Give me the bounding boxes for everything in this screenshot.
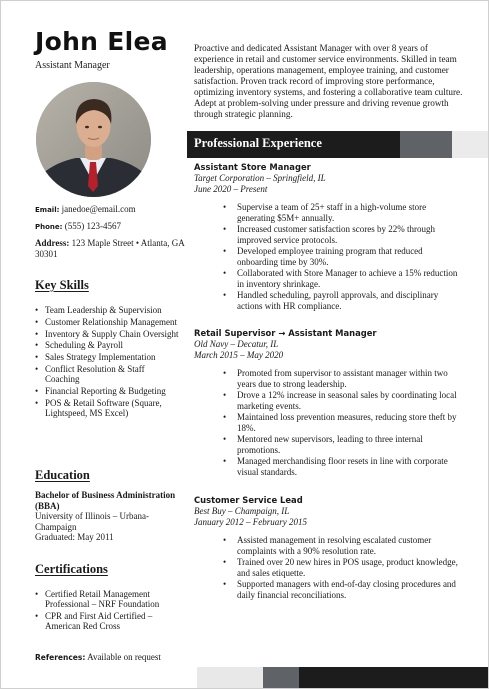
list-item: • Financial Reporting & Budgeting	[35, 386, 181, 396]
list-item: • Sales Strategy Implementation	[35, 352, 181, 362]
candidate-name: John Elea	[35, 27, 168, 56]
list-item: • Inventory & Supply Chain Oversight	[35, 329, 181, 339]
job-title: Assistant Store Manager	[194, 162, 311, 172]
job-bullets	[194, 368, 464, 478]
certifications-heading: Certifications	[35, 562, 108, 576]
job-dates: June 2020 – Present	[194, 183, 268, 194]
list-item: • POS & Retail Software (Square, Lightspeed, MS Excel)	[35, 398, 181, 418]
job-company: Target Corporation – Springfield, IL	[194, 172, 326, 183]
job-entry	[194, 162, 464, 312]
phone-value: (555) 123-4567	[64, 221, 121, 231]
address-label: Address:	[35, 238, 70, 248]
list-item: • Certified Retail Management Professional – NRF Foundation	[35, 589, 181, 609]
job-dates: March 2015 – May 2020	[194, 349, 284, 360]
contact-email	[35, 204, 185, 216]
job-entry	[194, 328, 464, 478]
profile-photo	[36, 82, 151, 197]
graduation-date: Graduated: May 2011	[35, 532, 114, 543]
list-item: • Collaborated with Store Manager to achieve a 15% reduction in inventory shrinkage.	[223, 268, 464, 290]
list-item: • Assisted management in resolving escalated customer complaints with a 90% resolution rate.	[223, 535, 464, 557]
address-value: 123 Maple Street • Atlanta, GA 30301	[35, 238, 185, 259]
phone-label: Phone:	[35, 223, 63, 231]
candidate-title: Assistant Manager	[35, 60, 110, 71]
band-light	[452, 131, 488, 158]
footer-bar-light	[197, 667, 263, 688]
job-company: Old Navy – Decatur, IL	[194, 338, 279, 349]
list-item: • Trained over 20 new hires in POS usage, product knowledge, and sales etiquette.	[223, 557, 464, 579]
list-item: • Customer Relationship Management	[35, 317, 181, 327]
list-item: • Managed merchandising floor resets in line with corporate visual standards.	[223, 456, 464, 478]
job-bullets	[194, 535, 464, 601]
skills-heading: Key Skills	[35, 278, 89, 292]
email-value: janedoe@email.com	[61, 204, 136, 214]
degree: Bachelor of Business Administration (BBA)	[35, 490, 176, 511]
list-item: • Team Leadership & Supervision	[35, 305, 181, 315]
band-mid	[400, 131, 452, 158]
list-item: • CPR and First Aid Certified – American Red Cross	[35, 611, 181, 631]
job-entry	[194, 495, 464, 601]
school: University of Illinois – Urbana-Champaign	[35, 511, 149, 532]
experience-heading: Professional Experience	[194, 136, 322, 150]
list-item: • Mentored new supervisors, leading to three internal promotions.	[223, 434, 464, 456]
footer-bar-dark	[299, 667, 488, 688]
list-item: • Drove a 12% increase in seasonal sales by coordinating local marketing events.	[223, 390, 464, 412]
list-item: • Supervise a team of 25+ staff in a high-volume store generating $5M+ annually.	[223, 202, 464, 224]
references-value: Available on request	[87, 652, 161, 662]
professional-summary: Proactive and dedicated Assistant Manager with over 8 years of experience in retail and customer service environments. Skilled in team leadership, operations management, employee training, and customer satisfaction. Proven track record of improving store performance, optimizing inventory systems, and fostering a collaborative team culture. Adept at problem-solving under pressure and driving revenue growth through strategic planning.	[194, 43, 463, 119]
list-item: • Maintained loss prevention measures, reducing store theft by 18%.	[223, 412, 464, 434]
references	[35, 652, 161, 662]
list-item: • Supported managers with end-of-day closing procedures and daily financial reconciliations.	[223, 579, 464, 601]
contact-address	[35, 238, 185, 260]
education-heading: Education	[35, 468, 90, 482]
skills-list	[35, 305, 181, 420]
job-bullets	[194, 202, 464, 312]
contact-phone	[35, 221, 185, 233]
job-company: Best Buy – Champaign, IL	[194, 505, 290, 516]
job-title: Retail Supervisor → Assistant Manager	[194, 328, 377, 338]
job-title: Customer Service Lead	[194, 495, 303, 505]
references-label: References:	[35, 653, 86, 662]
list-item: • Scheduling & Payroll	[35, 340, 181, 350]
list-item: • Developed employee training program that reduced onboarding time by 30%.	[223, 246, 464, 268]
education-entry	[35, 490, 181, 543]
job-dates: January 2012 – February 2015	[194, 516, 307, 527]
list-item: • Promoted from supervisor to assistant manager within two years due to strong leadership.	[223, 368, 464, 390]
footer-bar-mid	[263, 667, 299, 688]
list-item: • Increased customer satisfaction scores by 22% through improved service protocols.	[223, 224, 464, 246]
email-label: Email:	[35, 206, 60, 214]
list-item: • Handled scheduling, payroll approvals, and disciplinary actions with HR compliance.	[223, 290, 464, 312]
certifications-list	[35, 589, 181, 633]
list-item: • Conflict Resolution & Staff Coaching	[35, 364, 181, 384]
